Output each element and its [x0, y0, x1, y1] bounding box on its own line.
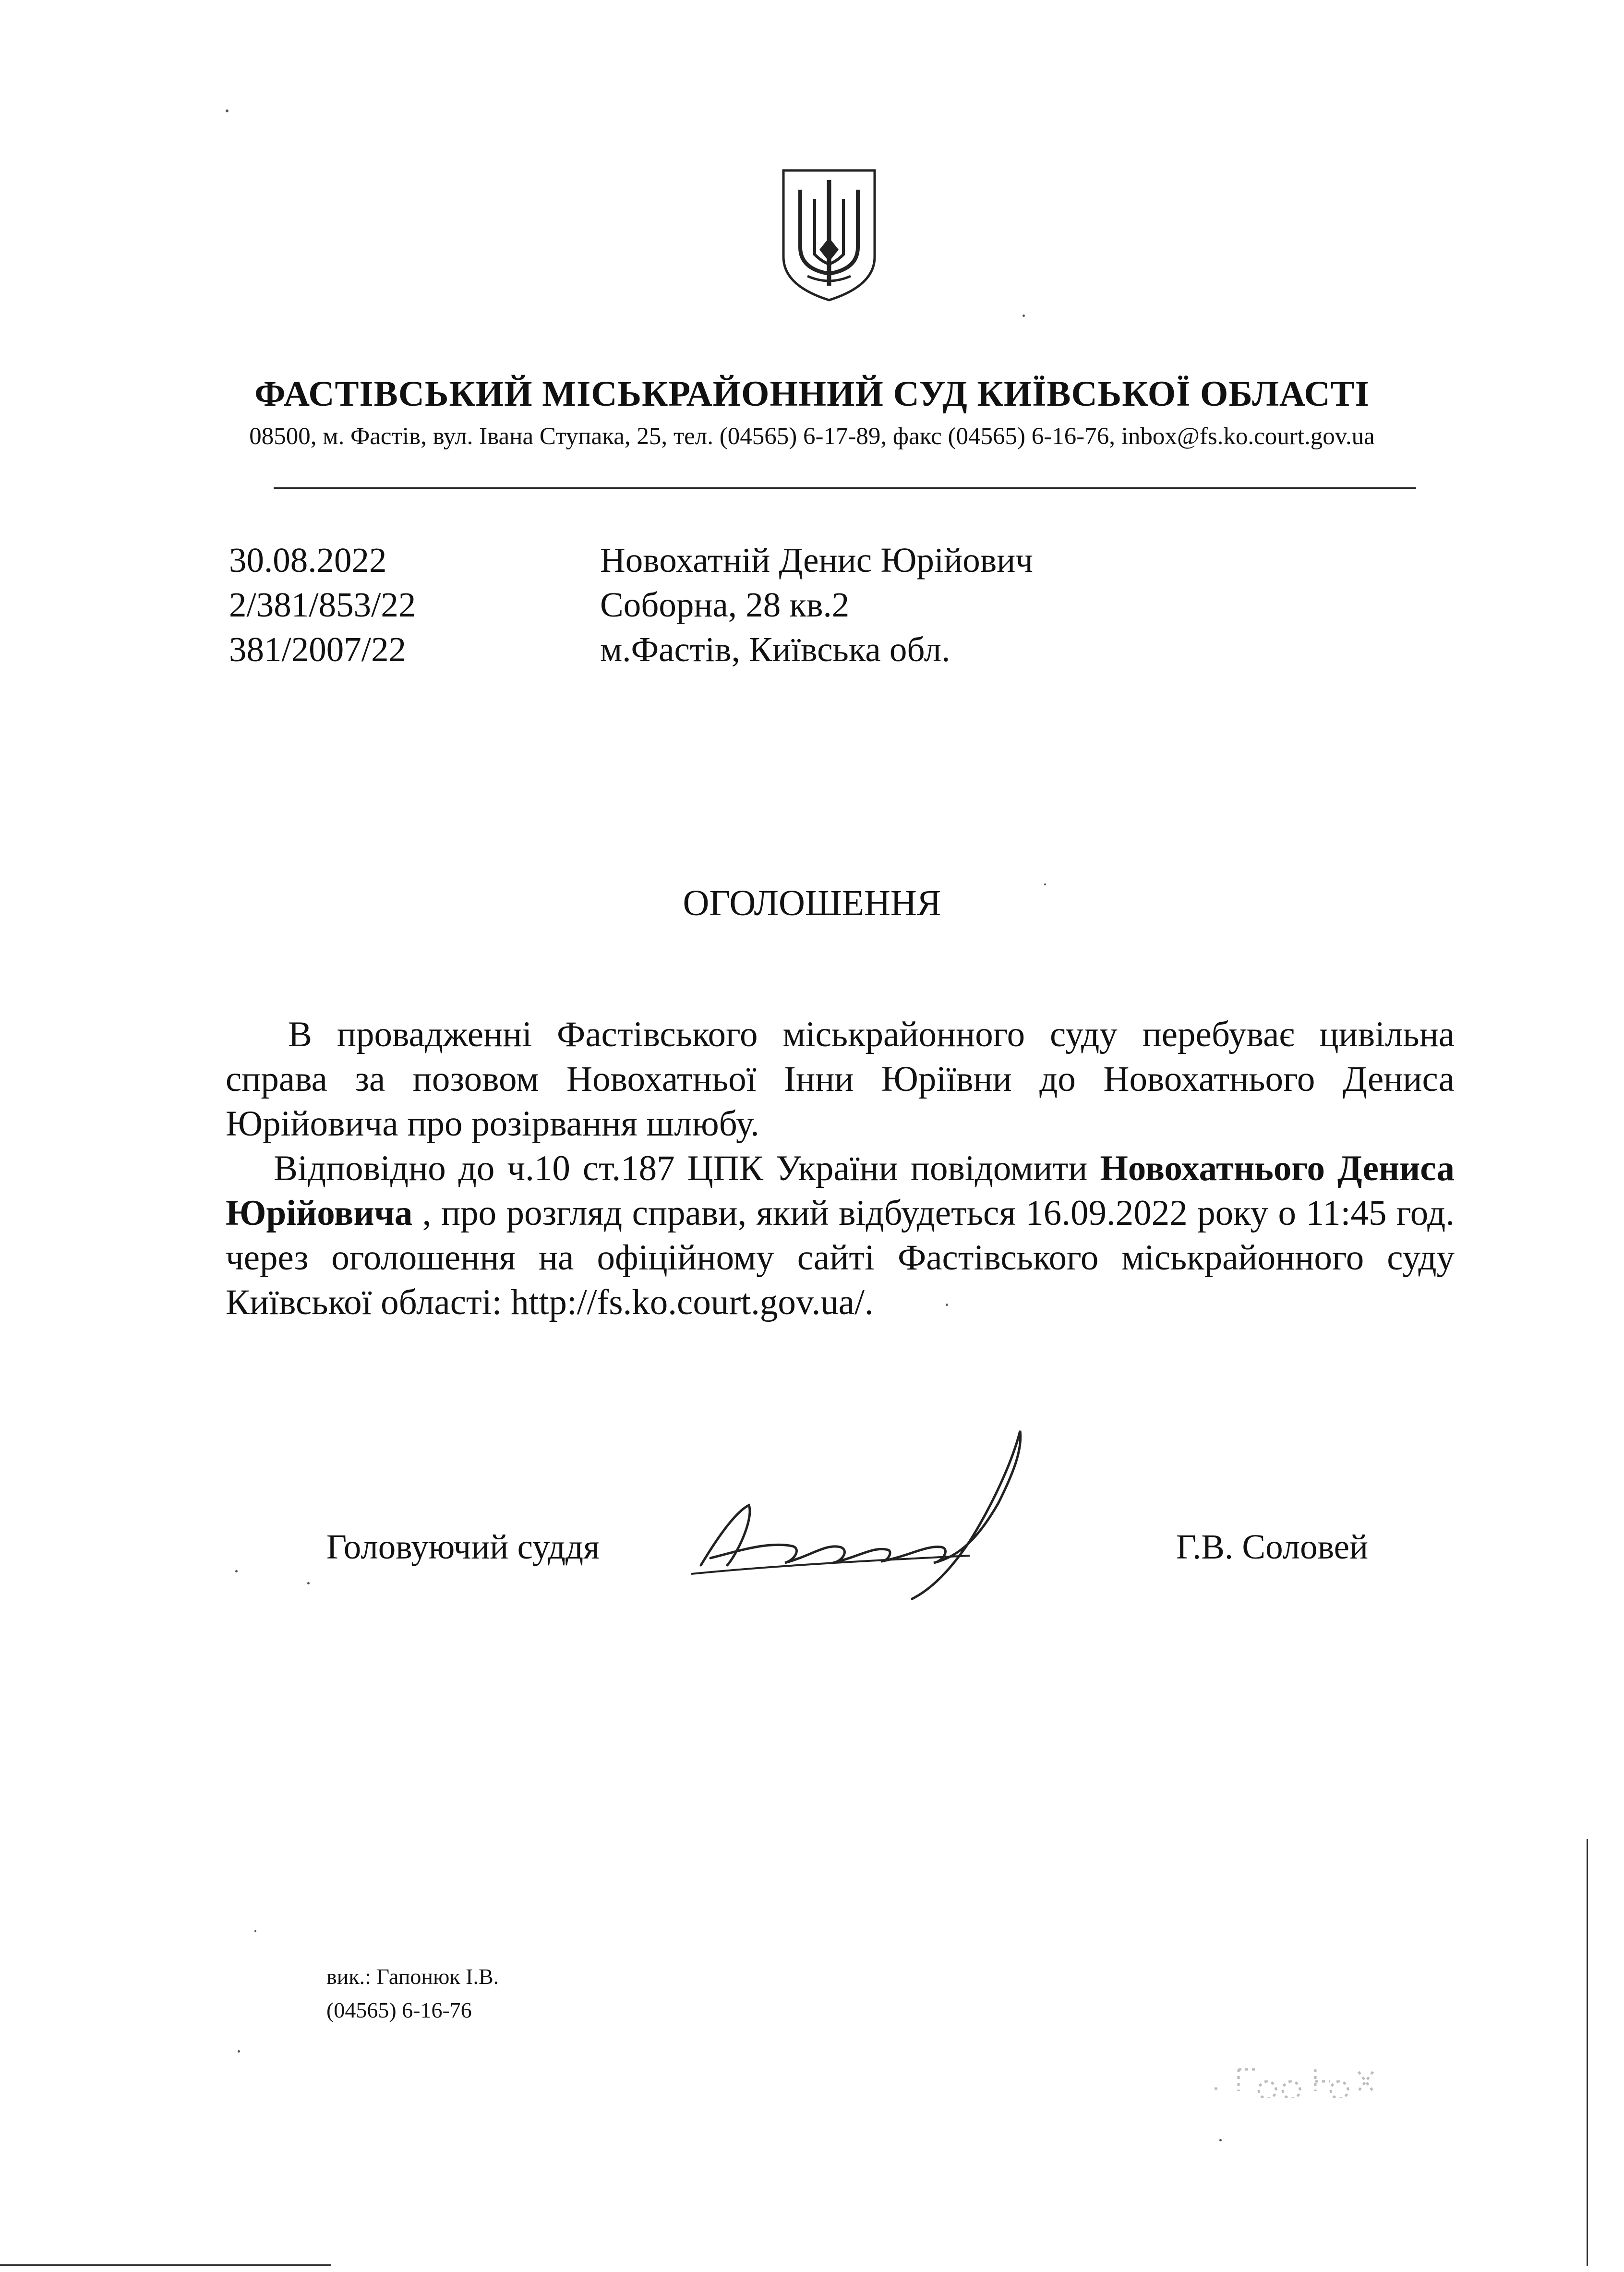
court-name: ФАСТІВСЬКИЙ МІСЬКРАЙОННИЙ СУД КИЇВСЬКОЇ ОБЛАСТІ: [254, 374, 1370, 414]
scan-edge-line: [1587, 1839, 1588, 2266]
document-title: ОГОЛОШЕННЯ: [683, 883, 941, 923]
scan-speck: [226, 109, 229, 112]
scan-speck: [1023, 314, 1025, 317]
faded-stamp-mark: [1210, 2060, 1383, 2098]
scan-edge-line-bottom: [0, 2264, 331, 2266]
paragraph-2-end: , про розгляд справи, який відбудеться 16.09.2022 року о 11:45 год. через оголошення на офіційному сайті Фастівського міськрайонного суду Київської області: http://fs.ko.court.gov.ua/.: [226, 1193, 1455, 1322]
header-divider: [274, 487, 1416, 489]
scan-speck: [254, 1930, 256, 1932]
announcement-body: [226, 1012, 1455, 1325]
signer-name: Г.В. Соловей: [1176, 1527, 1369, 1566]
coat-of-arms-icon: [779, 166, 879, 302]
letter-date: 30.08.2022: [229, 541, 387, 580]
recipient-name: Новохатній Денис Юрійович: [600, 541, 1033, 580]
recipient-street: Соборна, 28 кв.2: [600, 585, 850, 624]
executor-phone: (04565) 6-16-76: [326, 1998, 472, 2022]
signature-label: Головуючий суддя: [326, 1527, 600, 1566]
handwritten-signature: [682, 1421, 1047, 1604]
body-paragraph-2: [226, 1146, 1455, 1325]
outgoing-number: 2/381/853/22: [229, 585, 416, 624]
scan-speck: [307, 1582, 310, 1584]
defendant-name: Новохатнього Дениса Юрійовича: [226, 1148, 1455, 1233]
scan-speck: [1219, 2139, 1222, 2141]
case-number: 381/2007/22: [229, 630, 407, 669]
executor-name: вик.: Гапонюк І.В.: [326, 1964, 499, 1989]
scan-speck: [1044, 883, 1046, 885]
scan-speck: [235, 1570, 238, 1572]
scan-speck: [946, 1304, 948, 1306]
recipient-city: м.Фастів, Київська обл.: [600, 630, 950, 669]
body-paragraph-1: В провадженні Фастівського міськрайонного суду перебуває цивільна справа за позовом Новохатньої Інни Юріївни до Новохатнього Дениса Юрійовича про розірвання шлюбу.: [226, 1015, 1455, 1144]
paragraph-2-start: Відповідно до ч.10 ст.187 ЦПК України повідомити: [274, 1148, 1100, 1188]
court-address: 08500, м. Фастів, вул. Івана Ступака, 25, тел. (04565) 6-17-89, факс (04565) 6-16-76, inbox@fs.ko.court.gov.ua: [249, 423, 1375, 450]
scan-speck: [238, 2050, 240, 2053]
